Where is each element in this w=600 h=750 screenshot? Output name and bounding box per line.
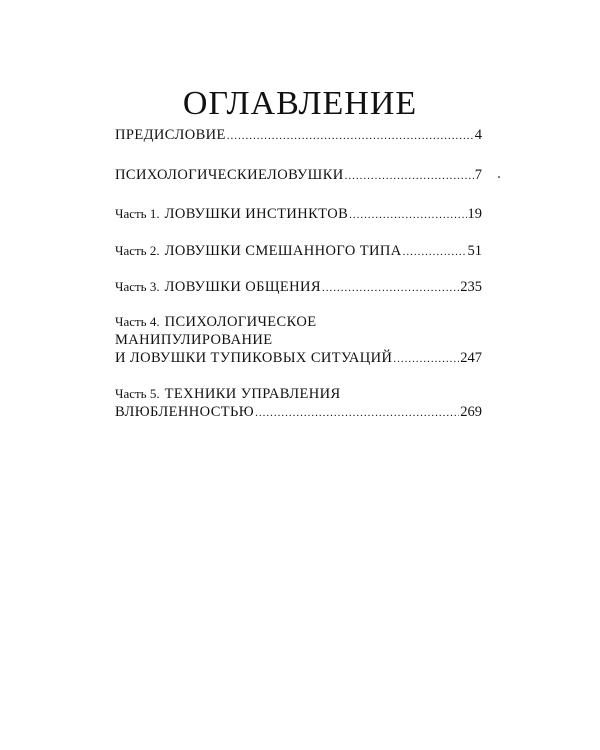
part-label: Часть 4.: [115, 314, 160, 329]
dot-leader: [227, 126, 474, 145]
dot-leader: [403, 242, 467, 261]
dot-leader: [255, 403, 459, 422]
dot-leader: [393, 349, 459, 368]
page-number: 4: [474, 127, 482, 143]
scan-speck: [498, 176, 500, 178]
toc-entry-part-4[interactable]: [115, 313, 482, 368]
entry-title-line-2: МАНИПУЛИРОВАНИЕ: [115, 332, 273, 348]
entry-title-line-2: ВЛЮБЛЕННОСТЬЮ: [115, 404, 255, 420]
part-label: Часть 1.: [115, 206, 160, 221]
entry-title: ЛОВУШКИ ОБЩЕНИЯ: [164, 279, 321, 295]
part-label: Часть 5.: [115, 386, 160, 401]
entry-title-line-3: И ЛОВУШКИ ТУПИКОВЫХ СИТУАЦИЙ: [115, 350, 393, 366]
page-number: 247: [460, 350, 482, 366]
page-number: 51: [467, 243, 482, 259]
entry-title-line-1: ПСИХОЛОГИЧЕСКОЕ: [164, 314, 317, 330]
toc-entry-preface[interactable]: [115, 126, 482, 145]
entry-title: ЛОВУШКИ ИНСТИНКТОВ: [164, 206, 349, 222]
entry-title: ПРЕДИСЛОВИЕ: [115, 127, 226, 143]
page-number: 19: [467, 206, 482, 222]
toc-entry-part-3[interactable]: [115, 278, 482, 297]
dot-leader: [322, 278, 459, 297]
toc-entry-part-5[interactable]: [115, 385, 482, 422]
page-number: 269: [460, 404, 482, 420]
page-number: 7: [474, 167, 482, 183]
toc-entry-psych-traps[interactable]: [115, 166, 482, 185]
entry-title: ЛОВУШКИ СМЕШАННОГО ТИПА: [164, 243, 402, 259]
dot-leader: [349, 205, 466, 224]
page-title: ОГЛАВЛЕНИЕ: [182, 84, 418, 122]
part-label: Часть 3.: [115, 279, 160, 294]
dot-leader: [345, 166, 474, 185]
toc-entry-part-1[interactable]: [115, 205, 482, 224]
entry-title: ПСИХОЛОГИЧЕСКИЕЛОВУШКИ: [115, 167, 344, 183]
part-label: Часть 2.: [115, 243, 160, 258]
entry-title-line-1: ТЕХНИКИ УПРАВЛЕНИЯ: [164, 386, 341, 402]
page-number: 235: [460, 279, 482, 295]
toc-entry-part-2[interactable]: [115, 242, 482, 261]
